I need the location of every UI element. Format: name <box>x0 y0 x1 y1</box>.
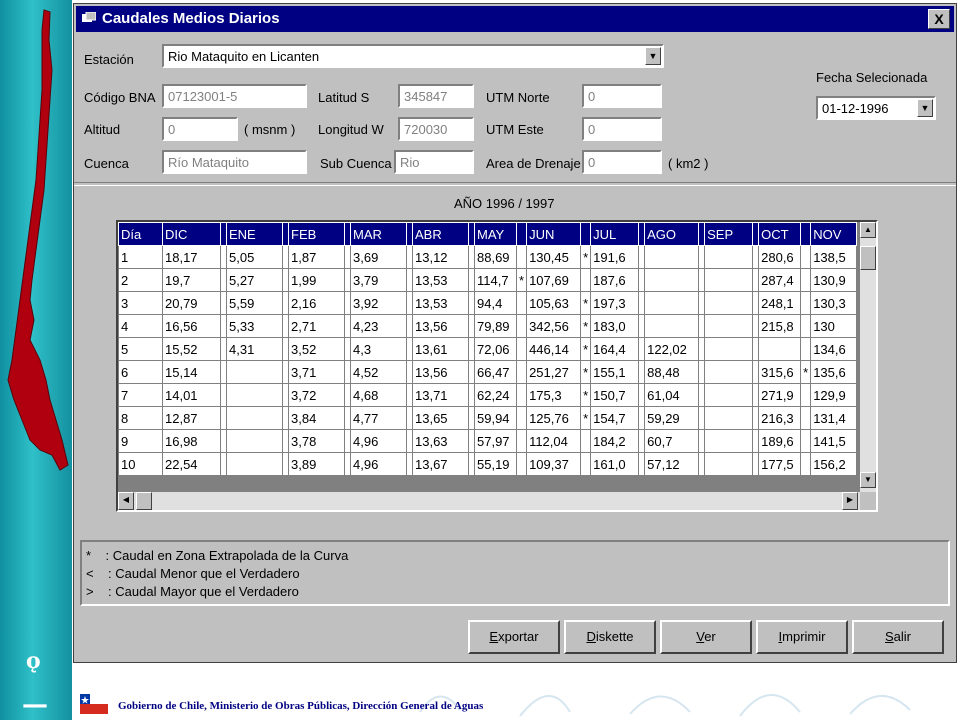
value-cell[interactable]: 216,3 <box>759 407 801 430</box>
subcuenca-label: Sub Cuenca <box>320 156 392 171</box>
flag-cell[interactable] <box>801 453 811 476</box>
value-cell[interactable]: 5,59 <box>227 292 283 315</box>
value-cell[interactable] <box>705 407 753 430</box>
value-cell[interactable]: 5,27 <box>227 269 283 292</box>
flag-cell[interactable] <box>801 269 811 292</box>
column-header[interactable]: DIC <box>163 223 221 246</box>
cuenca-label: Cuenca <box>84 156 129 171</box>
value-cell[interactable]: 164,4 <box>591 338 639 361</box>
value-cell[interactable]: 22,54 <box>163 453 221 476</box>
value-cell[interactable]: 3,69 <box>351 246 407 269</box>
flag-cell[interactable] <box>517 292 527 315</box>
utm-norte-field[interactable]: 0 <box>582 84 662 108</box>
value-cell[interactable]: 57,12 <box>645 453 699 476</box>
flag-cell[interactable] <box>581 430 591 453</box>
value-cell[interactable]: 130,3 <box>811 292 857 315</box>
table-header-row <box>119 223 857 246</box>
value-cell[interactable] <box>705 246 753 269</box>
value-cell[interactable]: 59,94 <box>475 407 517 430</box>
value-cell[interactable]: 3,84 <box>289 407 345 430</box>
chile-flag-icon <box>80 694 108 714</box>
value-cell[interactable]: 1,87 <box>289 246 345 269</box>
flag-cell[interactable] <box>801 338 811 361</box>
value-cell[interactable]: 4,96 <box>351 453 407 476</box>
altitud-label: Altitud <box>84 122 121 137</box>
value-cell[interactable]: 3,78 <box>289 430 345 453</box>
value-cell[interactable]: 248,1 <box>759 292 801 315</box>
value-cell[interactable]: 3,89 <box>289 453 345 476</box>
value-cell[interactable]: 72,06 <box>475 338 517 361</box>
estacion-dropdown-icon[interactable]: ▼ <box>645 47 661 65</box>
value-cell[interactable]: 55,19 <box>475 453 517 476</box>
scrollbar-corner <box>860 492 876 510</box>
imprimir-button[interactable] <box>756 620 848 654</box>
value-cell[interactable]: 446,14 <box>527 338 581 361</box>
value-cell[interactable]: 13,53 <box>413 292 469 315</box>
vertical-scroll-thumb[interactable] <box>860 246 876 270</box>
column-header[interactable]: SEP <box>705 223 753 246</box>
flag-column-header[interactable] <box>517 223 527 246</box>
value-cell[interactable]: 189,6 <box>759 430 801 453</box>
utm-norte-label: UTM Norte <box>486 90 550 105</box>
value-cell[interactable]: 13,61 <box>413 338 469 361</box>
flag-cell[interactable]: * <box>581 292 591 315</box>
value-cell[interactable] <box>705 453 753 476</box>
value-cell[interactable]: 15,14 <box>163 361 221 384</box>
value-cell[interactable] <box>759 338 801 361</box>
flag-cell[interactable] <box>801 384 811 407</box>
area-label: Area de Drenaje <box>486 156 581 171</box>
column-header[interactable]: FEB <box>289 223 345 246</box>
flag-cell[interactable] <box>517 315 527 338</box>
flag-cell[interactable]: * <box>581 338 591 361</box>
utm-este-label: UTM Este <box>486 122 544 137</box>
value-cell[interactable]: 61,04 <box>645 384 699 407</box>
value-cell[interactable]: 109,37 <box>527 453 581 476</box>
flag-cell[interactable] <box>517 384 527 407</box>
codigo-field[interactable]: 07123001-5 <box>162 84 307 108</box>
value-cell[interactable]: 130,45 <box>527 246 581 269</box>
table-row[interactable] <box>119 430 857 453</box>
value-cell[interactable]: 13,12 <box>413 246 469 269</box>
value-cell[interactable]: 13,71 <box>413 384 469 407</box>
value-cell[interactable]: 66,47 <box>475 361 517 384</box>
flag-cell[interactable] <box>801 407 811 430</box>
salir-button[interactable] <box>852 620 944 654</box>
flag-column-header[interactable] <box>581 223 591 246</box>
value-cell[interactable]: 2,16 <box>289 292 345 315</box>
data-grid[interactable] <box>116 220 878 512</box>
value-cell[interactable]: 3,79 <box>351 269 407 292</box>
value-cell[interactable]: 215,8 <box>759 315 801 338</box>
estacion-label: Estación <box>84 52 134 67</box>
value-cell[interactable] <box>705 430 753 453</box>
value-cell[interactable] <box>227 361 283 384</box>
section-divider <box>74 182 956 186</box>
value-cell[interactable]: 154,7 <box>591 407 639 430</box>
column-header[interactable]: MAR <box>351 223 407 246</box>
value-cell[interactable]: 13,63 <box>413 430 469 453</box>
value-cell[interactable]: 156,2 <box>811 453 857 476</box>
value-cell[interactable]: 135,6 <box>811 361 857 384</box>
column-header[interactable]: AGO <box>645 223 699 246</box>
flag-cell[interactable] <box>517 338 527 361</box>
column-header[interactable]: Día <box>119 223 163 246</box>
value-cell[interactable]: 16,56 <box>163 315 221 338</box>
value-cell[interactable]: 130,9 <box>811 269 857 292</box>
latitud-label: Latitud S <box>318 90 370 105</box>
table-row[interactable] <box>119 315 857 338</box>
salir-label: alir <box>893 629 911 644</box>
legend-line: > : Caudal Mayor que el Verdadero <box>86 584 299 599</box>
value-cell[interactable]: 107,69 <box>527 269 581 292</box>
dash-mark: — <box>22 690 48 720</box>
value-cell[interactable]: 3,92 <box>351 292 407 315</box>
value-cell[interactable]: 155,1 <box>591 361 639 384</box>
subcuenca-field[interactable]: Rio <box>394 150 474 174</box>
value-cell[interactable]: 112,04 <box>527 430 581 453</box>
value-cell[interactable]: 129,9 <box>811 384 857 407</box>
chile-map-icon <box>0 0 72 480</box>
column-header[interactable]: ABR <box>413 223 469 246</box>
value-cell[interactable]: 3,72 <box>289 384 345 407</box>
area-unit: ( km2 ) <box>668 156 709 171</box>
table-row[interactable] <box>119 361 857 384</box>
value-cell[interactable]: 16,98 <box>163 430 221 453</box>
value-cell[interactable]: 94,4 <box>475 292 517 315</box>
value-cell[interactable] <box>705 361 753 384</box>
value-cell[interactable]: 13,53 <box>413 269 469 292</box>
codigo-label: Código BNA <box>84 90 156 105</box>
value-cell[interactable]: 4,52 <box>351 361 407 384</box>
horizontal-scrollbar[interactable] <box>118 492 860 510</box>
flag-cell[interactable] <box>517 246 527 269</box>
value-cell[interactable]: 177,5 <box>759 453 801 476</box>
value-cell[interactable]: 271,9 <box>759 384 801 407</box>
diskette-button[interactable] <box>564 620 656 654</box>
vertical-scrollbar[interactable] <box>860 222 876 492</box>
value-cell[interactable]: 2,71 <box>289 315 345 338</box>
flag-cell[interactable]: * <box>581 361 591 384</box>
caudales-window <box>73 3 957 663</box>
exportar-label: xportar <box>498 629 539 644</box>
column-header[interactable]: JUN <box>527 223 581 246</box>
value-cell[interactable]: 251,27 <box>527 361 581 384</box>
value-cell[interactable]: 62,24 <box>475 384 517 407</box>
latitud-field[interactable]: 345847 <box>398 84 474 108</box>
value-cell[interactable]: 60,7 <box>645 430 699 453</box>
value-cell[interactable] <box>227 384 283 407</box>
horizontal-scroll-thumb[interactable] <box>136 492 152 510</box>
value-cell[interactable] <box>705 269 753 292</box>
value-cell[interactable]: 3,52 <box>289 338 345 361</box>
flag-cell[interactable]: * <box>517 269 527 292</box>
table-row[interactable] <box>119 292 857 315</box>
value-cell[interactable] <box>705 292 753 315</box>
flag-cell[interactable]: * <box>581 246 591 269</box>
value-cell[interactable] <box>227 430 283 453</box>
value-cell[interactable] <box>705 338 753 361</box>
value-cell[interactable]: 59,29 <box>645 407 699 430</box>
flag-cell[interactable] <box>517 407 527 430</box>
value-cell[interactable]: 187,6 <box>591 269 639 292</box>
value-cell[interactable]: 191,6 <box>591 246 639 269</box>
value-cell[interactable]: 20,79 <box>163 292 221 315</box>
salir-mnemonic: S <box>884 629 894 644</box>
value-cell[interactable]: 4,96 <box>351 430 407 453</box>
value-cell[interactable]: 18,17 <box>163 246 221 269</box>
value-cell[interactable]: 175,3 <box>527 384 581 407</box>
value-cell[interactable]: 5,05 <box>227 246 283 269</box>
flag-cell[interactable] <box>801 292 811 315</box>
flag-cell[interactable] <box>581 269 591 292</box>
value-cell[interactable]: 280,6 <box>759 246 801 269</box>
day-cell[interactable]: 2 <box>119 269 163 292</box>
value-cell[interactable]: 4,3 <box>351 338 407 361</box>
imprimir-mnemonic: I <box>778 629 783 644</box>
value-cell[interactable]: 4,77 <box>351 407 407 430</box>
value-cell[interactable]: 15,52 <box>163 338 221 361</box>
flag-cell[interactable]: * <box>581 315 591 338</box>
flag-cell[interactable]: * <box>581 384 591 407</box>
value-cell[interactable] <box>645 269 699 292</box>
ver-mnemonic: V <box>696 629 705 644</box>
flag-cell[interactable] <box>801 430 811 453</box>
value-cell[interactable]: 184,2 <box>591 430 639 453</box>
value-cell[interactable]: 5,33 <box>227 315 283 338</box>
value-cell[interactable]: 161,0 <box>591 453 639 476</box>
sidebar-decoration <box>0 0 72 720</box>
scroll-up-icon[interactable]: ▲ <box>860 222 876 238</box>
value-cell[interactable]: 13,56 <box>413 315 469 338</box>
value-cell[interactable]: 88,48 <box>645 361 699 384</box>
value-cell[interactable]: 131,4 <box>811 407 857 430</box>
diskette-mnemonic: D <box>586 629 596 644</box>
flag-cell[interactable] <box>517 453 527 476</box>
value-cell[interactable] <box>645 292 699 315</box>
flag-cell[interactable]: * <box>581 407 591 430</box>
value-cell[interactable]: 13,56 <box>413 361 469 384</box>
legend-box <box>80 540 950 606</box>
value-cell[interactable]: 130 <box>811 315 857 338</box>
altitud-field[interactable]: 0 <box>162 117 238 141</box>
day-cell[interactable]: 7 <box>119 384 163 407</box>
value-cell[interactable] <box>227 453 283 476</box>
value-cell[interactable]: 197,3 <box>591 292 639 315</box>
column-header[interactable]: ENE <box>227 223 283 246</box>
fecha-value: 01-12-1996 <box>822 101 889 116</box>
diskette-label: iskette <box>595 629 634 644</box>
value-cell[interactable]: 14,01 <box>163 384 221 407</box>
day-cell[interactable]: 4 <box>119 315 163 338</box>
value-cell[interactable] <box>645 246 699 269</box>
day-cell[interactable]: 9 <box>119 430 163 453</box>
value-cell[interactable]: 13,67 <box>413 453 469 476</box>
watermark-decoration <box>400 672 940 720</box>
value-cell[interactable]: 105,63 <box>527 292 581 315</box>
value-cell[interactable]: 122,02 <box>645 338 699 361</box>
flag-cell[interactable] <box>581 453 591 476</box>
flag-cell[interactable]: * <box>801 361 811 384</box>
value-cell[interactable] <box>645 315 699 338</box>
estacion-value: Rio Mataquito en Licanten <box>168 49 320 64</box>
day-cell[interactable]: 1 <box>119 246 163 269</box>
table-row[interactable] <box>119 246 857 269</box>
close-button[interactable]: X <box>928 9 950 29</box>
flag-cell[interactable] <box>801 315 811 338</box>
value-cell[interactable]: 12,87 <box>163 407 221 430</box>
flag-cell[interactable] <box>801 246 811 269</box>
scroll-left-icon[interactable]: ◀ <box>118 492 134 510</box>
value-cell[interactable]: 315,6 <box>759 361 801 384</box>
value-cell[interactable]: 125,76 <box>527 407 581 430</box>
table-row[interactable] <box>119 338 857 361</box>
column-header[interactable]: JUL <box>591 223 639 246</box>
flow-table <box>118 222 857 476</box>
flag-cell[interactable] <box>517 361 527 384</box>
scroll-down-icon[interactable]: ▼ <box>860 472 876 488</box>
legend-line: * : Caudal en Zona Extrapolada de la Curva <box>86 548 349 563</box>
title-bar <box>76 6 954 32</box>
ver-button[interactable] <box>660 620 752 654</box>
fecha-label: Fecha Selecionada <box>816 70 928 85</box>
legend-line: < : Caudal Menor que el Verdadero <box>86 566 300 581</box>
table-row[interactable] <box>119 453 857 476</box>
value-cell[interactable] <box>227 407 283 430</box>
value-cell[interactable]: 134,6 <box>811 338 857 361</box>
longitud-field[interactable]: 720030 <box>398 117 474 141</box>
day-cell[interactable]: 8 <box>119 407 163 430</box>
exportar-mnemonic: E <box>489 629 499 644</box>
altitud-unit: ( msnm ) <box>244 122 296 137</box>
flag-cell[interactable] <box>517 430 527 453</box>
year-label: AÑO 1996 / 1997 <box>454 196 555 211</box>
estacion-select[interactable] <box>162 44 664 68</box>
footer-text: Gobierno de Chile, Ministerio de Obras Públicas, Dirección General de Aguas <box>118 700 484 712</box>
day-cell[interactable]: 3 <box>119 292 163 315</box>
scroll-right-icon[interactable]: ▶ <box>842 492 858 510</box>
value-cell[interactable]: 57,97 <box>475 430 517 453</box>
cuenca-field[interactable]: Río Mataquito <box>162 150 307 174</box>
utm-este-field[interactable]: 0 <box>582 117 662 141</box>
value-cell[interactable]: 141,5 <box>811 430 857 453</box>
value-cell[interactable]: 19,7 <box>163 269 221 292</box>
flag-column-header[interactable] <box>801 223 811 246</box>
imprimir-label: mprimir <box>782 629 826 644</box>
table-row[interactable] <box>119 269 857 292</box>
accent-mark: ǫ <box>26 648 41 674</box>
ver-label: er <box>704 629 716 644</box>
fecha-dropdown-icon[interactable]: ▼ <box>917 99 933 117</box>
longitud-label: Longitud W <box>318 122 384 137</box>
value-cell[interactable]: 114,7 <box>475 269 517 292</box>
exportar-button[interactable] <box>468 620 560 654</box>
value-cell[interactable]: 342,56 <box>527 315 581 338</box>
value-cell[interactable] <box>705 384 753 407</box>
app-icon <box>82 12 96 24</box>
column-header[interactable]: NOV <box>811 223 857 246</box>
value-cell[interactable] <box>705 315 753 338</box>
value-cell[interactable]: 138,5 <box>811 246 857 269</box>
value-cell[interactable]: 88,69 <box>475 246 517 269</box>
value-cell[interactable]: 183,0 <box>591 315 639 338</box>
value-cell[interactable]: 4,68 <box>351 384 407 407</box>
column-header[interactable]: MAY <box>475 223 517 246</box>
day-cell[interactable]: 10 <box>119 453 163 476</box>
window-title: Caudales Medios Diarios <box>102 10 280 27</box>
column-header[interactable]: OCT <box>759 223 801 246</box>
value-cell[interactable]: 4,31 <box>227 338 283 361</box>
value-cell[interactable]: 4,23 <box>351 315 407 338</box>
value-cell[interactable]: 13,65 <box>413 407 469 430</box>
value-cell[interactable]: 3,71 <box>289 361 345 384</box>
value-cell[interactable]: 150,7 <box>591 384 639 407</box>
value-cell[interactable]: 1,99 <box>289 269 345 292</box>
value-cell[interactable]: 287,4 <box>759 269 801 292</box>
table-row[interactable] <box>119 407 857 430</box>
value-cell[interactable]: 79,89 <box>475 315 517 338</box>
day-cell[interactable]: 6 <box>119 361 163 384</box>
table-row[interactable] <box>119 384 857 407</box>
day-cell[interactable]: 5 <box>119 338 163 361</box>
area-field[interactable]: 0 <box>582 150 662 174</box>
